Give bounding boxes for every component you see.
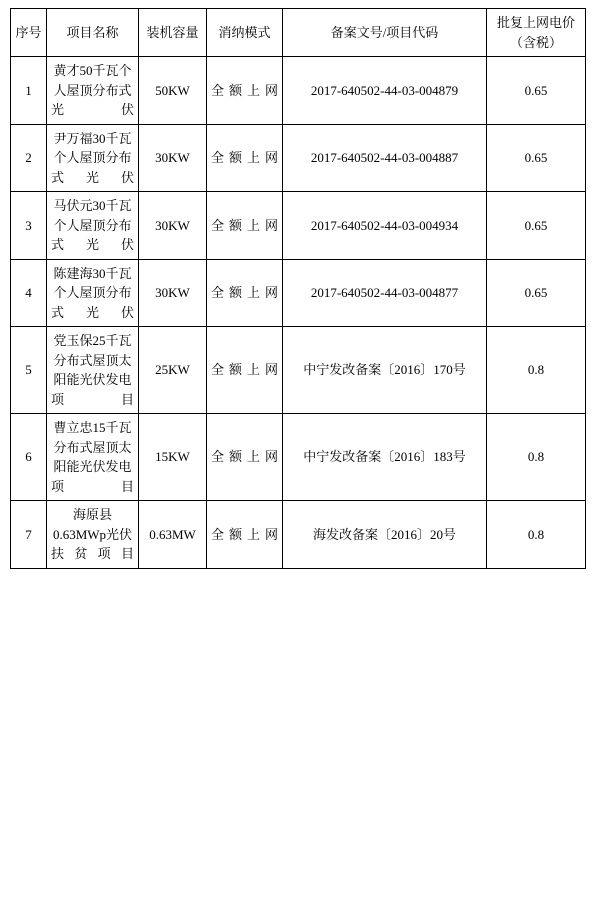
cell-index: 5 xyxy=(11,327,47,414)
cell-approved-price: 0.65 xyxy=(487,124,586,192)
cell-project-name: 党玉保25千瓦分布式屋顶太阳能光伏发电项目 xyxy=(47,327,139,414)
cell-index: 7 xyxy=(11,501,47,569)
header-capacity: 装机容量 xyxy=(139,9,207,57)
cell-filing-number: 2017-640502-44-03-004934 xyxy=(283,192,487,260)
cell-project-name: 海原县0.63MWp光伏扶贫项目 xyxy=(47,501,139,569)
cell-consumption-mode: 全额上网 xyxy=(207,192,283,260)
cell-index: 2 xyxy=(11,124,47,192)
table-body xyxy=(11,57,586,569)
header-project-name: 项目名称 xyxy=(47,9,139,57)
cell-capacity: 25KW xyxy=(139,327,207,414)
cell-capacity: 30KW xyxy=(139,259,207,327)
cell-index: 6 xyxy=(11,414,47,501)
header-approved-price: 批复上网电价（含税） xyxy=(487,9,586,57)
cell-consumption-mode: 全额上网 xyxy=(207,259,283,327)
table-row xyxy=(11,414,586,501)
table-row xyxy=(11,124,586,192)
cell-project-name: 马伏元30千瓦个人屋顶分布式光伏 xyxy=(47,192,139,260)
cell-capacity: 30KW xyxy=(139,192,207,260)
cell-capacity: 50KW xyxy=(139,57,207,125)
table-row xyxy=(11,57,586,125)
cell-consumption-mode: 全额上网 xyxy=(207,414,283,501)
cell-approved-price: 0.8 xyxy=(487,327,586,414)
cell-approved-price: 0.8 xyxy=(487,501,586,569)
cell-index: 4 xyxy=(11,259,47,327)
project-table xyxy=(10,8,586,569)
cell-project-name: 陈建海30千瓦个人屋顶分布式光伏 xyxy=(47,259,139,327)
table-row xyxy=(11,259,586,327)
cell-project-name: 曹立忠15千瓦分布式屋顶太阳能光伏发电项目 xyxy=(47,414,139,501)
cell-project-name: 尹万福30千瓦个人屋顶分布式光伏 xyxy=(47,124,139,192)
cell-filing-number: 2017-640502-44-03-004877 xyxy=(283,259,487,327)
cell-approved-price: 0.65 xyxy=(487,259,586,327)
cell-capacity: 0.63MW xyxy=(139,501,207,569)
cell-approved-price: 0.8 xyxy=(487,414,586,501)
table-row xyxy=(11,327,586,414)
table-row xyxy=(11,192,586,260)
cell-capacity: 15KW xyxy=(139,414,207,501)
cell-approved-price: 0.65 xyxy=(487,192,586,260)
table-header-row xyxy=(11,9,586,57)
table-header xyxy=(11,9,586,57)
cell-consumption-mode: 全额上网 xyxy=(207,124,283,192)
cell-filing-number: 2017-640502-44-03-004879 xyxy=(283,57,487,125)
cell-consumption-mode: 全额上网 xyxy=(207,501,283,569)
table-row xyxy=(11,501,586,569)
cell-consumption-mode: 全额上网 xyxy=(207,327,283,414)
cell-index: 1 xyxy=(11,57,47,125)
cell-index: 3 xyxy=(11,192,47,260)
cell-consumption-mode: 全额上网 xyxy=(207,57,283,125)
cell-filing-number: 中宁发改备案〔2016〕170号 xyxy=(283,327,487,414)
cell-filing-number: 海发改备案〔2016〕20号 xyxy=(283,501,487,569)
cell-filing-number: 中宁发改备案〔2016〕183号 xyxy=(283,414,487,501)
cell-approved-price: 0.65 xyxy=(487,57,586,125)
header-index: 序号 xyxy=(11,9,47,57)
header-consumption-mode: 消纳模式 xyxy=(207,9,283,57)
cell-filing-number: 2017-640502-44-03-004887 xyxy=(283,124,487,192)
cell-capacity: 30KW xyxy=(139,124,207,192)
cell-project-name: 黄才50千瓦个人屋顶分布式光伏 xyxy=(47,57,139,125)
header-filing-number: 备案文号/项目代码 xyxy=(283,9,487,57)
